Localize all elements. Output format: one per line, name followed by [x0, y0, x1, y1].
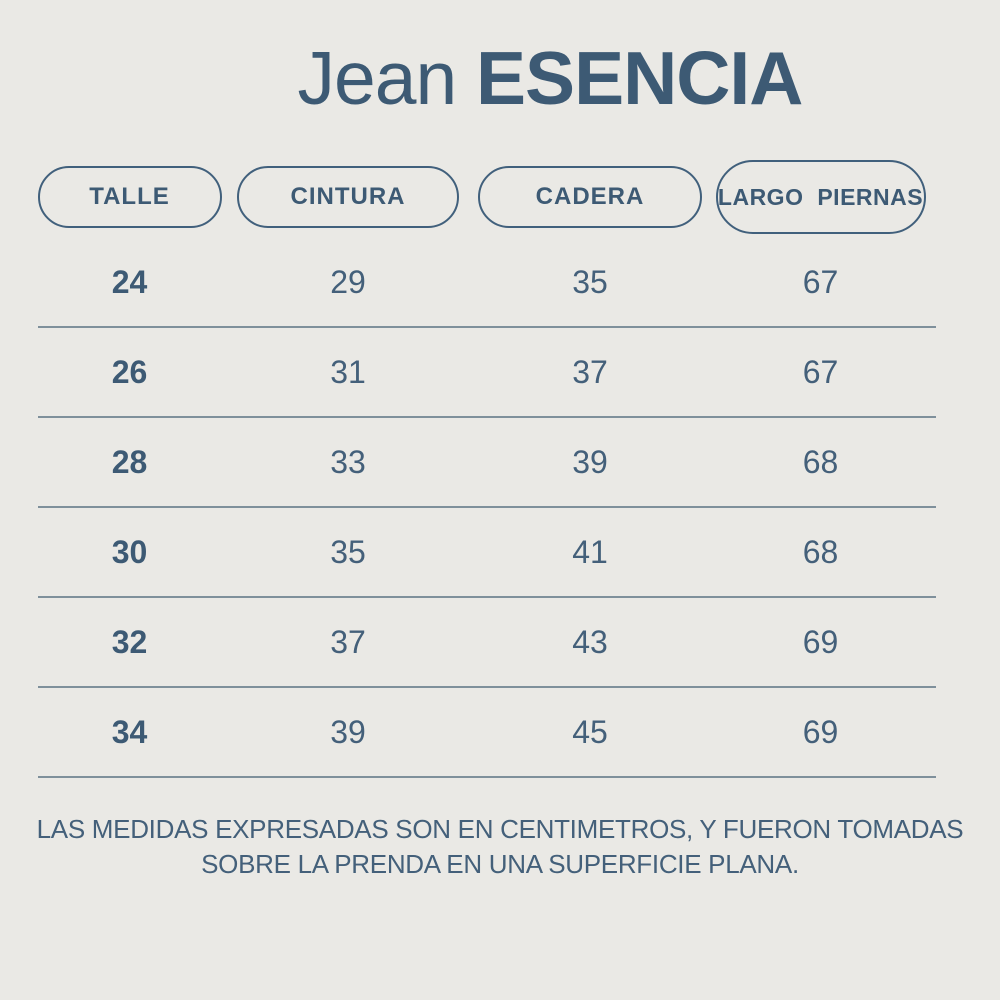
table-body [38, 238, 936, 778]
table-row [38, 418, 936, 508]
table-row [38, 328, 936, 418]
cell-cintura: 31 [330, 353, 366, 390]
table-header-row [38, 160, 936, 224]
measurement-note-line1: LAS MEDIDAS EXPRESADAS SON EN CENTIMETROS, Y FUERON TOMADAS [36, 814, 964, 844]
cell-cadera: 39 [572, 443, 608, 480]
cell-largo: 68 [802, 533, 839, 570]
measurement-note-line2: SOBRE LA PRENDA EN UNA SUPERFICIE PLANA. [201, 849, 799, 879]
cell-largo: 69 [802, 713, 839, 750]
cell-largo: 69 [802, 623, 839, 660]
cell-talle: 30 [111, 533, 148, 570]
page-title [0, 36, 1000, 120]
table-row [38, 688, 936, 778]
cell-cadera: 41 [572, 533, 608, 570]
cell-cintura: 35 [330, 533, 366, 570]
table-row [38, 238, 936, 328]
cell-cadera: 45 [572, 713, 608, 750]
column-header-largo-piernas: LARGO PIERNAS [716, 160, 926, 234]
cell-largo: 68 [802, 443, 839, 480]
cell-cadera: 35 [572, 263, 608, 300]
size-chart [38, 160, 936, 778]
cell-cintura: 33 [330, 443, 366, 480]
cell-cintura: 39 [330, 713, 366, 750]
column-header-cintura: CINTURA [237, 166, 459, 228]
cell-cintura: 37 [330, 623, 366, 660]
cell-talle: 26 [111, 353, 148, 390]
column-header-talle: TALLE [38, 166, 222, 228]
cell-largo: 67 [802, 263, 839, 300]
cell-cadera: 37 [572, 353, 608, 390]
cell-talle: 24 [111, 263, 148, 300]
cell-talle: 32 [111, 623, 148, 660]
measurement-note [0, 812, 1000, 882]
cell-largo: 67 [802, 353, 839, 390]
title-product-type: Jean [297, 36, 477, 120]
cell-talle: 28 [111, 443, 148, 480]
column-header-cadera: CADERA [478, 166, 702, 228]
table-row [38, 508, 936, 598]
cell-cintura: 29 [330, 263, 366, 300]
cell-cadera: 43 [572, 623, 608, 660]
title-product-name: ESENCIA [476, 36, 803, 120]
cell-talle: 34 [111, 713, 148, 750]
table-row [38, 598, 936, 688]
